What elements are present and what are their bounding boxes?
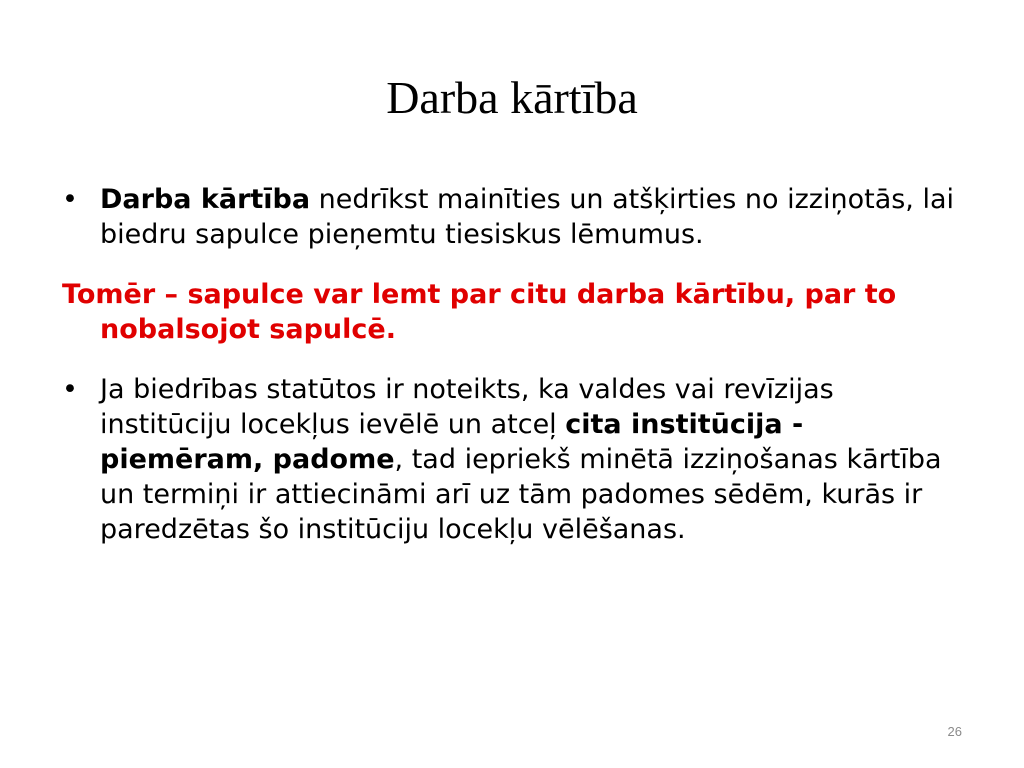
highlight-text: Tomēr – sapulce var lemt par citu darba kārtību, par to nobalsojot sapulcē. bbox=[62, 279, 897, 345]
paragraph-text-before: Ja biedrības statūtos ir noteikts, ka valdes vai revīzijas institūciju locekļus ievēlē un atceļ bbox=[100, 374, 834, 440]
bullet-paragraph-1 bbox=[62, 182, 962, 252]
bullet-paragraph-2 bbox=[62, 372, 962, 547]
highlight-paragraph bbox=[62, 277, 962, 347]
paragraph-text-after: , tad iepriekš minētā izziņošanas kārtība un termiņi ir attiecināmi arī uz tām padomes sēdēm, kurās ir paredzētas šo institūciju locekļu vēlēšanas. bbox=[100, 444, 942, 545]
slide-title: Darba kārtība bbox=[386, 72, 638, 123]
page-number: 26 bbox=[947, 724, 962, 739]
bold-institution: cita institūcija - piemēram, padome bbox=[100, 409, 804, 475]
paragraph-text: nedrīkst mainīties un atšķirties no izziņotās, lai biedru sapulce pieņemtu tiesiskus lēmumus. bbox=[100, 184, 955, 250]
slide-body bbox=[62, 182, 962, 572]
bold-lead: Darba kārtība bbox=[100, 184, 311, 215]
